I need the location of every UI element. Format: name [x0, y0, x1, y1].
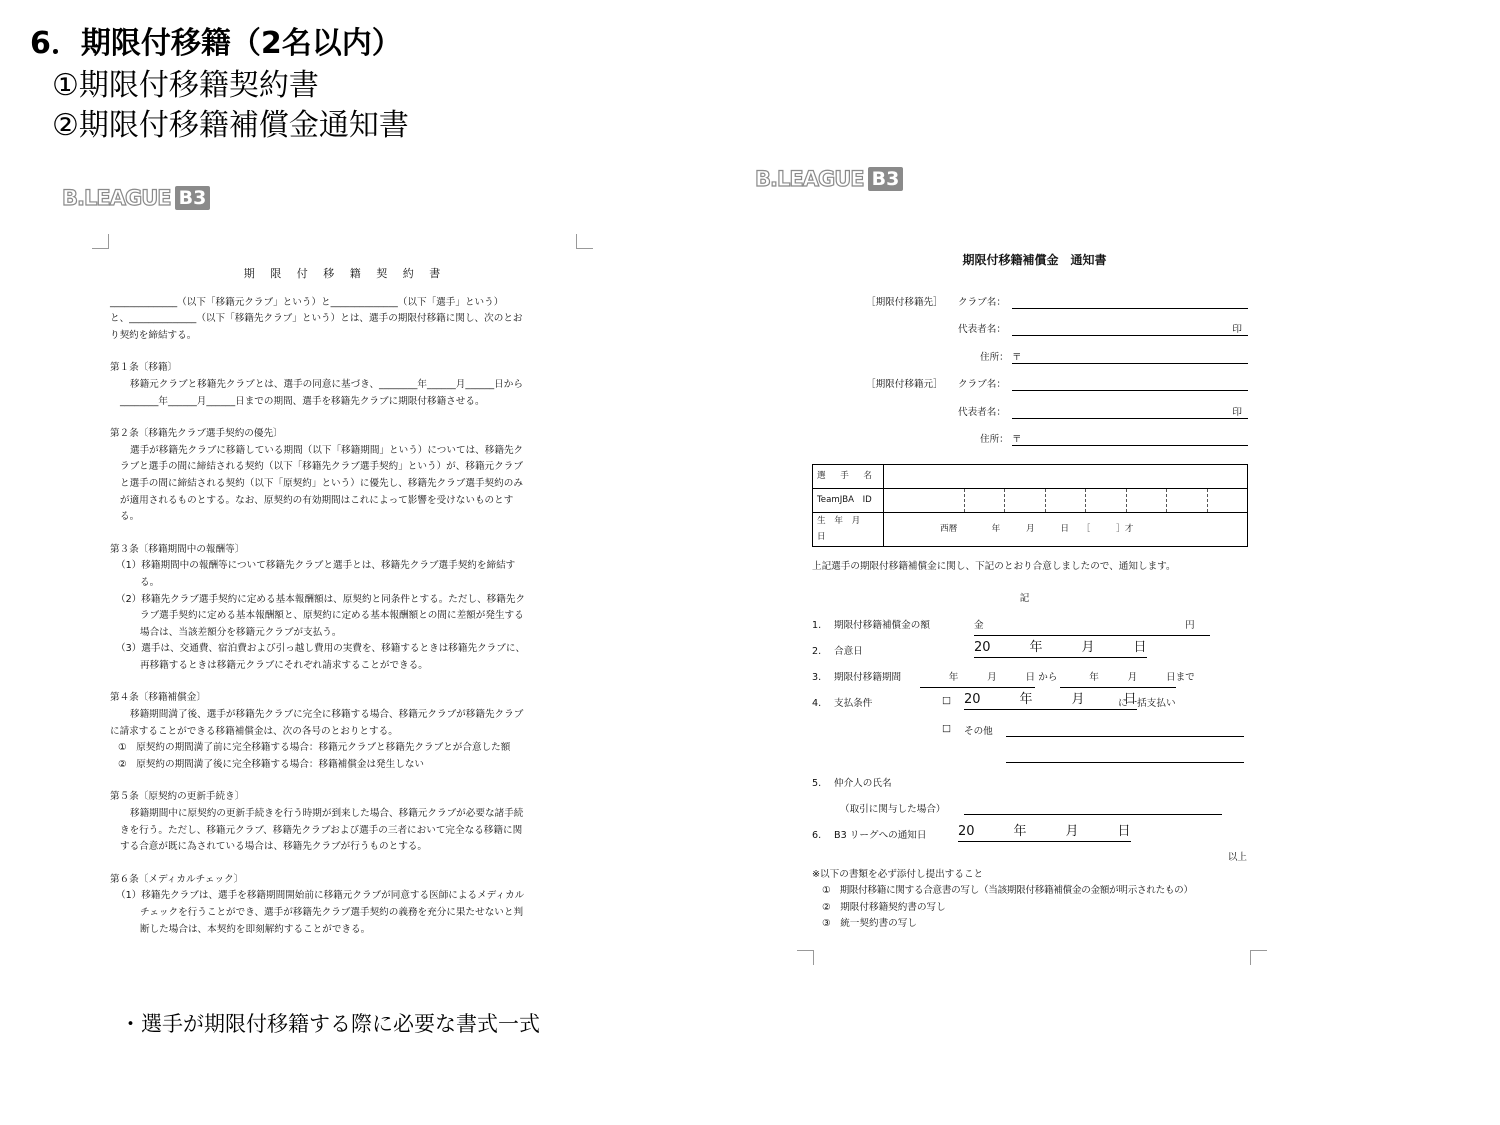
field-label: 住所：: [980, 434, 1009, 446]
field-label: クラブ名：: [958, 296, 1006, 308]
contract-text: （1）移籍先クラブは、選手を移籍期間開始前に移籍元クラブが同意する医師によるメディカル: [116, 890, 525, 902]
contract-text: ________年______月______日までの期間、選手を移籍先クラブに期限付移籍させる。: [120, 395, 485, 407]
contract-text: と選手の間に締結される契約（以下「原契約」という）に優先し、移籍先クラブ選手契約のみ: [120, 477, 523, 489]
notice-item: [812, 824, 1257, 850]
article-heading: 第６条〔メディカルチェック〕: [110, 873, 244, 885]
slide-caption: ・選手が期限付移籍する際に必要な書式一式: [120, 1012, 540, 1036]
contract-text: る。: [140, 576, 160, 588]
contract-text: る。: [120, 511, 140, 523]
address-field[interactable]: [1012, 432, 1248, 446]
amount-field[interactable]: 金 円: [974, 618, 1210, 636]
ki-mark: 記: [1019, 593, 1030, 605]
contract-text: ラブ選手契約に定める基本報酬額と、原契約に定める基本報酬額との間に差額が発生する: [140, 610, 524, 622]
contract-text: ______________（以下「移籍元クラブ」という）と______________（以下「選手」という）: [110, 296, 504, 308]
contract-text: （2）移籍先クラブ選手契約に定める基本報酬額は、原契約と同条件とする。ただし、移籍先ク: [116, 593, 526, 605]
period-end-field[interactable]: 年 月 日: [1060, 670, 1175, 688]
crop-mark: [1250, 950, 1267, 965]
notice-statement: 上記選手の期限付移籍補償金に関し、下記のとおり合意しましたので、通知します。: [812, 560, 1176, 572]
item-number: 6.: [812, 829, 822, 841]
item-number: 4.: [812, 697, 822, 709]
contract-text: 選手が移籍先クラブに移籍している期間（以下「移籍期間」という）については、移籍先ク: [130, 444, 524, 456]
article-heading: 第４条〔移籍補償金〕: [110, 692, 206, 704]
seal-mark: 印: [1232, 324, 1242, 336]
notice-item: [812, 692, 1257, 720]
representative-field[interactable]: [1012, 405, 1248, 419]
contract-text: ラブと選手の間に締結される契約（以下「移籍先クラブ選手契約」という）が、移籍元クラブ: [120, 461, 523, 473]
player-name-cell[interactable]: [884, 464, 1248, 488]
form-row: [812, 344, 1257, 372]
table-row: [813, 488, 1248, 512]
contract-text: 場合は、当該差額分を移籍元クラブが支払う。: [140, 626, 342, 638]
club-field[interactable]: [1012, 377, 1248, 391]
item-number: 1.: [812, 619, 822, 631]
item-label: 期限付移籍補償金の額: [834, 619, 930, 631]
seal-mark: 印: [1232, 406, 1242, 418]
notice-item: [812, 772, 1257, 798]
form-row: [812, 289, 1257, 317]
doc1-label: ①期限付移籍契約書: [52, 68, 319, 103]
notice-item: [812, 614, 1257, 640]
other-field[interactable]: [1006, 724, 1244, 737]
notice-item: [812, 720, 1257, 746]
birth-date-cell[interactable]: 西暦 年 月 日 ［ ］才: [884, 512, 1248, 546]
contract-text: （3）選手は、交通費、宿泊費および引っ越し費用の実費を、移籍するときは移籍先クラブに、: [116, 643, 526, 655]
article-heading: 第５条〔原契約の更新手続き〕: [110, 791, 245, 803]
postal-mark: 〒: [1012, 351, 1022, 363]
logo-badge: B3: [175, 186, 211, 210]
period-start-field[interactable]: 年 月 日: [920, 670, 1035, 688]
intermediary-field[interactable]: [964, 802, 1222, 815]
logo-text: B.LEAGUE: [62, 186, 171, 210]
notice-item: [812, 798, 1257, 824]
contract-text: に請求することができる移籍補償金は、次の各号のとおりとする。: [110, 725, 398, 737]
doc2-label: ②期限付移籍補償金通知書: [52, 108, 409, 143]
table-key: 生 年 月 日: [813, 512, 884, 546]
notice-item: [812, 640, 1257, 666]
address-field[interactable]: [1012, 350, 1248, 364]
bleague-logo: [755, 167, 903, 191]
crop-mark: [797, 950, 814, 965]
notice-document: [812, 252, 1257, 933]
item-label: 合意日: [834, 645, 863, 657]
form-row: [812, 316, 1257, 344]
item-label: B3 リーグへの通知日: [834, 829, 927, 841]
contract-title: 期 限 付 移 籍 契 約 書: [243, 267, 447, 280]
slide-heading: 6．期限付移籍（2名以内）: [30, 26, 402, 61]
contract-text: する合意が既に為されている場合は、移籍先クラブが行うものとする。: [120, 841, 427, 853]
attachments-heading: ※以下の書類を必ず添付し提出すること: [812, 868, 984, 880]
crop-mark: [92, 234, 109, 249]
logo-text: B.LEAGUE: [755, 167, 864, 191]
attachment-item: ③ 統一契約書の写し: [822, 918, 917, 930]
item-number: 3.: [812, 671, 822, 683]
contract-text: 断した場合は、本契約を即刻解約することができる。: [140, 923, 371, 935]
form-row: [812, 371, 1257, 399]
ijo-mark: 以上: [1227, 851, 1247, 863]
contract-text: 移籍元クラブと移籍先クラブとは、選手の同意に基づき、________年______月______日から: [130, 378, 523, 390]
contract-text: り契約を締結する。: [110, 329, 197, 341]
other-checkbox[interactable]: □: [942, 722, 952, 734]
from-label: から: [1038, 671, 1058, 683]
crop-mark: [576, 234, 593, 249]
field-label: クラブ名：: [958, 379, 1006, 391]
group-label: ［期限付移籍元］: [866, 379, 943, 391]
notice-item: [812, 746, 1257, 772]
contract-document: [110, 260, 580, 938]
player-table: [812, 464, 1248, 547]
contract-text: きを行う。ただし、移籍元クラブ、移籍先クラブおよび選手の三者において完全なる移籍に関: [120, 824, 523, 836]
form-row: [812, 426, 1257, 454]
attachment-item: ① 期限付移籍に関する合意書の写し（当該期限付移籍補償金の金額が明示されたもの）: [822, 885, 1193, 897]
contract-text: （1）移籍期間中の報酬等について移籍先クラブと選手とは、移籍先クラブ選手契約を締結す: [116, 560, 516, 572]
item-sublabel: （取引に関与した場合）: [840, 803, 946, 815]
logo-badge: B3: [868, 167, 904, 191]
contract-text: 移籍期間中に原契約の更新手続きを行う時期が到来した場合、移籍元クラブが必要な諸手続: [130, 808, 524, 820]
field-label: 代表者名：: [958, 324, 1006, 336]
contract-text: 再移籍するときは移籍元クラブにそれぞれ請求することができる。: [140, 659, 428, 671]
contract-text: 移籍期間満了後、選手が移籍先クラブに完全に移籍する場合、移籍元クラブが移籍先クラブ: [130, 709, 524, 721]
lump-sum-checkbox[interactable]: □: [942, 694, 952, 706]
until-label: まで: [1175, 671, 1195, 683]
table-key: 選 手 名: [813, 464, 884, 488]
item-label: 仲介人の氏名: [834, 777, 892, 789]
representative-field[interactable]: [1012, 322, 1248, 336]
contract-text: ② 原契約の期間満了後に完全移籍する場合：移籍補償金は発生しない: [118, 758, 425, 770]
contract-text: ① 原契約の期間満了前に完全移籍する場合：移籍元クラブと移籍先クラブとが合意した額: [118, 742, 511, 754]
league-notice-date-field[interactable]: 20 年 月 日: [958, 824, 1131, 842]
agreement-date-field[interactable]: 20 年 月 日: [974, 640, 1147, 658]
group-label: ［期限付移籍先］: [866, 296, 943, 308]
club-field[interactable]: [1012, 295, 1248, 309]
other-label: その他: [964, 725, 993, 737]
article-heading: 第１条〔移籍〕: [110, 362, 178, 374]
item-label: 支払条件: [834, 697, 873, 709]
table-row: [813, 512, 1248, 546]
payment-date-field[interactable]: 20 年 月 日: [964, 692, 1137, 710]
bleague-logo: [62, 186, 210, 210]
form-row: [812, 399, 1257, 427]
attachment-item: ② 期限付移籍契約書の写し: [822, 901, 946, 913]
item-label: 期限付移籍期間: [834, 671, 902, 683]
field-label: 住所：: [980, 351, 1009, 363]
table-row: [813, 464, 1248, 488]
item-number: 2.: [812, 645, 822, 657]
notice-title: 期限付移籍補償金 通知書: [962, 253, 1107, 267]
table-key: TeamJBA ID: [813, 488, 884, 512]
postal-mark: 〒: [1012, 434, 1022, 446]
field-label: 代表者名：: [958, 406, 1006, 418]
lump-sum-label: に一括支払い: [1118, 697, 1176, 709]
contract-text: と、______________（以下「移籍先クラブ」という）とは、選手の期限付移籍に関し、次のとお: [110, 313, 523, 325]
notice-item: [812, 666, 1257, 692]
article-heading: 第３条〔移籍期間中の報酬等〕: [110, 543, 245, 555]
contract-text: チェックを行うことができ、選手が移籍先クラブ選手契約の義務を充分に果たせないと判: [140, 907, 524, 918]
contract-text: が適用されるものとする。なお、原契約の有効期間はこれによって影響を受けないものとす: [120, 494, 514, 506]
other-field[interactable]: [1006, 750, 1244, 763]
item-number: 5.: [812, 777, 822, 789]
team-id-cells[interactable]: [884, 488, 1248, 512]
article-heading: 第２条〔移籍先クラブ選手契約の優先〕: [110, 428, 283, 440]
